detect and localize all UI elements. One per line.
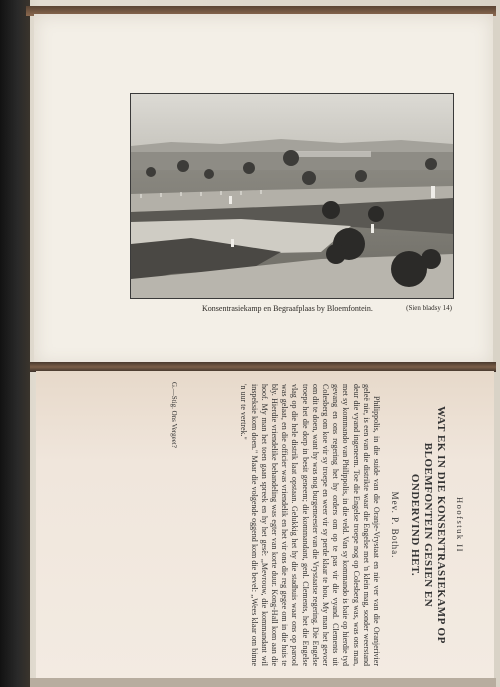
chapter-title-line: BLOEMFONTEIN GESIEN EN: [422, 442, 434, 608]
chapter-title: [408, 372, 447, 678]
book-edge-bottom: [30, 678, 496, 687]
page-footer: G.—Stig. Ons Vergeet?: [170, 382, 178, 448]
chapter-title-line: ONDERVIND HET.: [409, 473, 421, 577]
chapter-body: [238, 384, 381, 666]
chapter-heading: Hoofstuk II: [455, 497, 465, 553]
body-paragraph: Philippolis, in die suide van die Oranje-Vrystaat en nie ver van die Oranjerivier geleë nie, is een van die distrikte waar die Engelse met 'n klein mag, sonder weerstand deur die vyand ingeneem. Toe die Engelse troepe nog op Colesberg was, was ons man, met sy kommando van Philippolis, in die veld. Van sy kommando is baie op hierdie tyd gevang en ons regering het hy orders om op te pas vir die vyand. Clements uit Colesberg om koe vir sy troepe en weer vir sy perde klaar te hou. My man het gevoer om dit te doen, want hy was nog burgemeester van die Vrystaatse regering. Die Engelse troepe het die dorp in besit geneem; die kommandant, genl. Clements, het die Engelse vlag op die hele distrik laat opstaan. Gelukkig het hy die stadhuis waar ons op parool was gelaat, en die officier was vriendelik en het vir ons die reg gegee om in die huis te bly. Hierdie vriendelike behandeling was egter van korte duur. Kong-Hall kom aan die hoof. My man het toen gaan spreek en hy het gesê: ,,Mevrouw, die kommandant wil inspeksie kom doen." Maar die volgende oggend kom die bevel: ,,Wees klaar om binne 'n uur te vertrek.": [239, 384, 381, 666]
camp-cemetery-photo: [130, 93, 454, 299]
rotated-page-content: [37, 372, 493, 678]
figure-caption-row: [130, 303, 452, 317]
rotated-text-block: [37, 372, 493, 678]
book-spine: [0, 0, 30, 687]
chapter-title-line: WAT EK IN DIE KONSENTRASIEKAMP OP: [435, 406, 447, 644]
figure-caption: Konsentrasiekamp en Begraafplaas by Bloemfontein.: [202, 304, 373, 313]
figure-page-reference: (Sien bladsy 14): [406, 304, 452, 312]
chapter-author: Mev. P. Botha.: [390, 491, 400, 559]
